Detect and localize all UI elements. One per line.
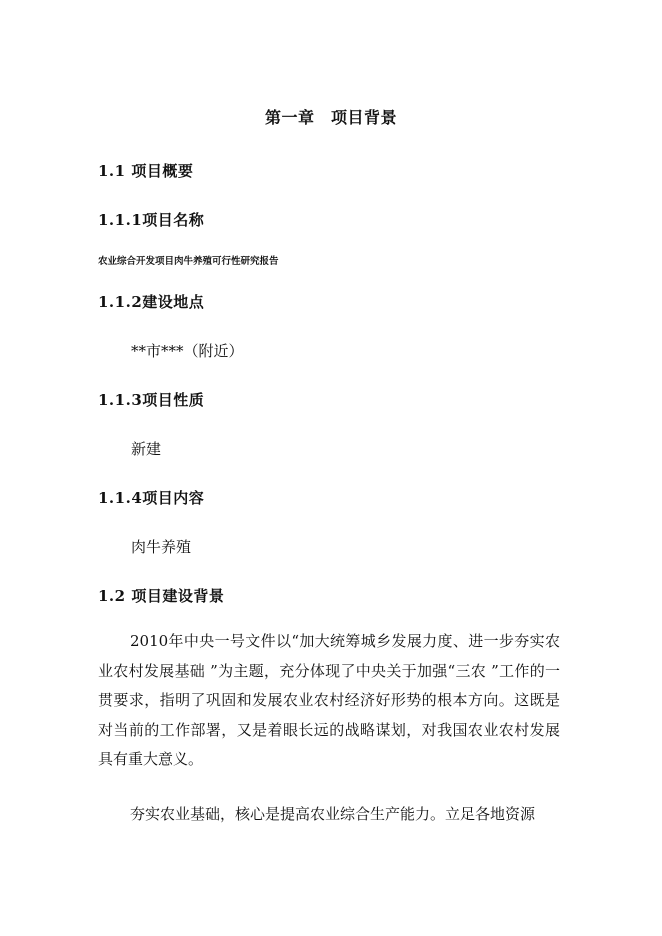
- location-value: **市***（附近）: [131, 342, 244, 360]
- section-heading-1-1-1: 1.1.1项目名称: [98, 211, 205, 229]
- section-heading-1-1-4: 1.1.4项目内容: [98, 489, 205, 507]
- section-heading-1-1-2: 1.1.2建设地点: [98, 293, 205, 311]
- section-heading-1-1: 1.1 项目概要: [98, 162, 194, 180]
- section-heading-1-2: 1.2 项目建设背景: [98, 587, 225, 605]
- content-value: 肉牛养殖: [131, 538, 192, 556]
- project-name: 农业综合开发项目肉牛养殖可行性研究报告: [98, 256, 279, 267]
- chapter-title: 第一章 项目背景: [264, 108, 397, 127]
- paragraph-1: 2010年中央一号文件以“加大统筹城乡发展力度、进一步夯实农业农村发展基础 ”为主题，充分体现了中央关于加强“三农 ”工作的一贯要求，指明了巩固和发展农业农村经济好形势的根本方向。这既是对当前的工作部署，又是着眼长远的战略谋划，对我国农业农村发展具有重大意义。: [98, 632, 560, 769]
- section-heading-1-1-3: 1.1.3项目性质: [98, 391, 205, 409]
- nature-value: 新建: [131, 440, 162, 458]
- paragraph-2: 夯实农业基础，核心是提高农业综合生产能力。立足各地资源: [130, 805, 536, 823]
